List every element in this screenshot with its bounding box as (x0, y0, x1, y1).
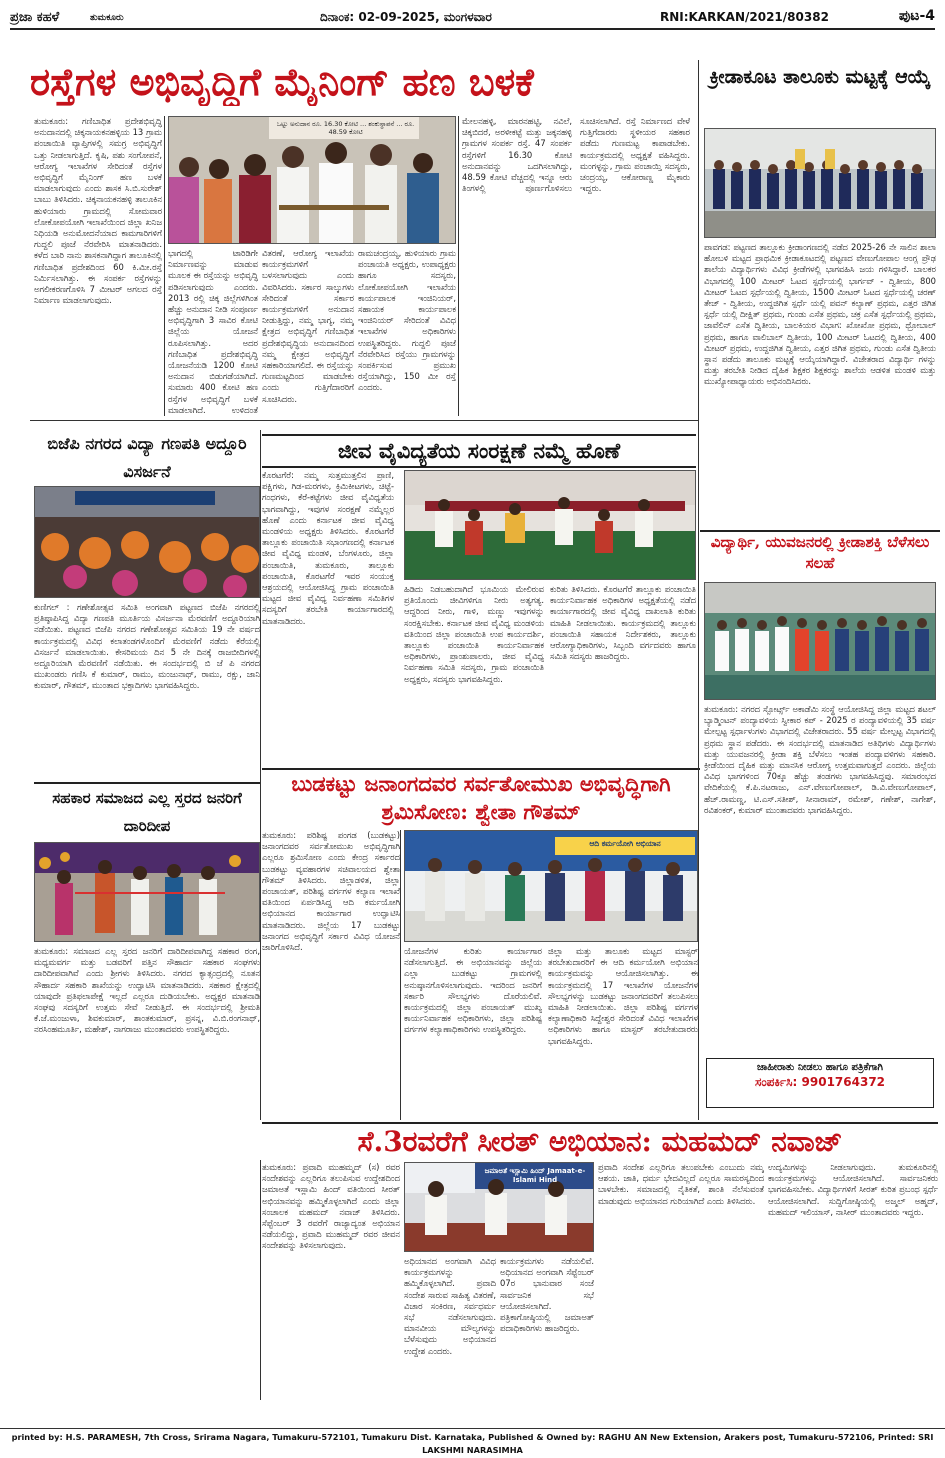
kreeda-photo (704, 128, 936, 238)
lead-headline: ರಸ್ತೆಗಳ ಅಭಿವೃದ್ಧಿಗೆ ಮೈನಿಂಗ್ ಹಣ ಬಳಕೆ (30, 59, 534, 104)
budakattu-body-col3: ಜಿಲ್ಲಾ ಮತ್ತು ತಾಲೂಕು ಮಟ್ಟದ ಮಾಸ್ಟರ್ ತರಬೇತುದಾರರಿಗೆ ಈ ಆದಿ ಕರ್ಮಯೋಗಿ ಅಭಿಯಾನ ಕಾರ್ಯಕ್ರಮವನ್ನು ಆಯೋಜಿಸಲಾಗಿತ್ತು. ಈ ಕಾರ್ಯಕ್ರಮದಲ್ಲಿ 17 ಇಲಾಖೆಗಳ ಯೋಜನೆಗಳ ಸೌಲಭ್ಯಗಳನ್ನು ಬುಡಕಟ್ಟು ಜನಾಂಗದವರಿಗೆ ತಲುಪಿಸಲು ಮಾಹಿತಿ ನೀಡಲಾಯಿತು. ಜಿಲ್ಲಾ ಪರಿಶಿಷ್ಟ ವರ್ಗಗಳ ಕಲ್ಯಾಣಾಧಿಕಾರಿ ಸಿದ್ದೇಶ್ವರ ಸೇರಿದಂತೆ ವಿವಿಧ ಇಲಾಖೆಗಳ ಅಧಿಕಾರಿಗಳು ಹಾಗೂ ಮಾಸ್ಟರ್ ತರಬೇತುದಾರರು ಭಾಗವಹಿಸಿದ್ದರು. (548, 946, 698, 1046)
lead-photo-banner: ಒಟ್ಟು ಅನುದಾನ ರೂ. 16.30 ಕೋಟಿ ... ಶಂಕುಸ್ಥಾಪನೆ ... ರೂ. 48.59 ಕೋಟಿ (276, 120, 415, 136)
kreedashakti-photo (704, 582, 936, 700)
ganapati-body: ಕುಣಿಗಲ್ : ಗಣೇಶೋತ್ಸವ ಸಮಿತಿ ಅಂಗವಾಗಿ ಪಟ್ಟಣದ ಬಿಜೆಪಿ ನಗರದಲ್ಲಿ ಪ್ರತಿಷ್ಠಾಪಿಸಿದ್ದ ವಿದ್ಯಾ ಗಣಪತಿ ಮೂರ್ತಿಯ ವಿಸರ್ಜನಾ ಮೆರವಣಿಗೆ ಅದ್ದೂರಿಯಾಗಿ ನಡೆಯಿತು. ಪಟ್ಟಣದ ಬಿಜೆಪಿ ನಗರದ ಗಣೇಶೋತ್ಸವ ಸಮಿತಿಯ 19 ನೇ ವರ್ಷದ ಕಾರ್ಯಕ್ರಮದಲ್ಲಿ ವಿವಿಧ ಕಲಾತಂಡಗಳೊಂದಿಗೆ ಮೆರವಣಿಗೆ ನಡೆದು ಕೆರೆಯಲ್ಲಿ ವಿಸರ್ಜನೆ ಮಾಡಲಾಯಿತು. ಕೇಸರಿಮಯ ದಿನ 5 ನೇ ದಿನಕ್ಕೆ ರಾಜಬೀದಿಗಳಲ್ಲಿ ಅದ್ದೂರಿಯಾಗಿ ಮೆರವಣಿಗೆ ನಡೆಯಿತು. ಈ ಸಂದರ್ಭದಲ್ಲಿ ಬಿ ಜೆ ಪಿ ನಗರದ ಮುಖಂಡರು ಗಣಿಸಿ ಕೆ ಕುಮಾರ್, ರಾಮು, ಮಂಜುನಾಥ್, ರಾಮು, ರಕ್ಷು, ಜಾನಿ ಕುಮಾರ್, ಗೌತಮ್, ಮುಂತಾದ ಭಕ್ತಾದಿಗಳು ಭಾಗವಹಿಸಿದ್ದರು. (34, 602, 260, 691)
lead-body-col6: ಮೇಲನಹಳ್ಳಿ, ಮಾರನಹಟ್ಟಿ, ನವಿಲೆ, ಚಿಕ್ಕಬಿದರೆ, ಅರಳೀಕಟ್ಟೆ ಮತ್ತು ಜಕ್ಕನಹಳ್ಳಿ ಗ್ರಾಮಗಳ ಸಂಪರ್ಕ ರಸ್ತೆ. 47 ಸಂಪರ್ಕ ರಸ್ತೆಗಳಿಗೆ 16.30 ಕೋಟಿ ಅನುದಾನವನ್ನು ಒದಗಿಸಲಾಗಿದ್ದು, 48.59 ಕೋಟಿ ವೆಚ್ಚದಲ್ಲಿ ಇನ್ನೂ ಆರು ತಿಂಗಳಲ್ಲಿ ಪೂರ್ಣಗೊಳಿಸಲು ಸೂಚಿಸಲಾಗಿದೆ. ರಸ್ತೆ ನಿರ್ಮಾಣದ ವೇಳೆ ಗುತ್ತಿಗೆದಾರರು ಸ್ಥಳೀಯರ ಸಹಕಾರ ಪಡೆದು ಗುಣಮಟ್ಟ ಕಾಪಾಡಬೇಕು. ಕಾರ್ಯಕ್ರಮದಲ್ಲಿ ಅಧ್ಯಕ್ಷತೆ ವಹಿಸಿದ್ದರು. ಮಂಗಳ್ಳನ್ನು, ಗ್ರಾಮ ಪಂಚಾಯ್ತಿ ಸದಸ್ಯರು, ಚಂದ್ರಯ್ಯ, ಆಕೋರಾಣ್ಣ ಮೈಕಾರು ಇದ್ದರು. (462, 116, 690, 194)
lead-photo (168, 116, 456, 244)
lead-body-col1: ತುಮಕೂರು: ಗಣಿಬಾಧಿತ ಪ್ರದೇಶಭಿವೃದ್ಧಿ ಅನುದಾನದಲ್ಲಿ ಚಿಕ್ಕನಾಯಕನಹಳ್ಳಿಯ 13 ಗ್ರಾಮ ಪಂಚಾಯಿತಿ ವ್ಯಾಪ್ತಿಗಳಲ್ಲಿ ಸಮಗ್ರ ಅಭಿವೃದ್ಧಿಗೆ ಒತ್ತು ನೀಡಲಾಗುತ್ತಿದೆ. ಕೃಷಿ, ಪಶು ಸಂಗೋಪನೆ, ಆರೋಗ್ಯ ಇಲಾಖೆಗಳ ಸೇರಿದಂತೆ ರಸ್ತೆಗಳ ಅಭಿವೃದ್ಧಿಗೆ ಮೈನಿಂಗ್ ಹಣ ಬಳಕೆ ಮಾಡಲಾಗುವುದು ಎಂದು ಶಾಸಕ ಸಿ.ಬಿ.ಸುರೇಶ್ ಬಾಬು ತಿಳಿಸಿದರು. ಚಿಕ್ಕನಾಯಕನಹಳ್ಳಿ ತಾಲೂಕಿನ ಹುಳಿಯಾರು ಗ್ರಾಮದಲ್ಲಿ ಸೋಮವಾರ ಲೋಕೋಪಯೋಗಿ ಇಲಾಖೆಯಿಂದ ಜಿಲ್ಲಾ ಖನಿಜ ನಿಧಿಯಡಿ ಅನುಮೋದನೆಯಾದ ಕಾಮಗಾರಿಗಳಿಗೆ ಗುದ್ದಲಿ ಪೂಜೆ ನೆರವೇರಿಸಿ ಮಾತನಾಡಿದರು. ಕಳೆದ ಬಾರಿ ನಾನು ಶಾಸಕನಾಗಿದ್ದಾಗ ತಾಲೂಕಿನಲ್ಲಿ ಗಣಿಬಾಧಿತ ಪ್ರದೇಶದಿಂದ 60 ಕಿ.ಮೀ.ರಸ್ತೆ ನಿರ್ಮಿಸಲಾಗಿತ್ತು. ಈ ಸಂಪರ್ಕ ರಸ್ತೆಗಳನ್ನು ಅಗಲೀಕರಣಗೊಳಿಸಿ 7 ಮೀಟರ್ ಅಗಲದ ರಸ್ತೆ ನಿರ್ಮಾಣ ಮಾಡಲಾಗುವುದು. (34, 116, 162, 306)
lead-body-col3: ಭಾಗದಲ್ಲಿ ಟಾರಿಡಿಗೇ ನಿರ್ಮಾಣವನ್ನು ಮಾಡುವ ಮೂಲಕ ಈ ರಸ್ತೆಯನ್ನು ಅಭಿವೃದ್ಧಿ ಪಡಿಸಲಾಗುವುದು ಎಂದರು. 2013 ರಲ್ಲಿ ಚಿಕ್ಕ ಜಿಲ್ಲೆಗಳಿಗಿಂತ ಹೆಚ್ಚು ಅನುದಾನ ನೀಡಿ ಸಂಪೂರ್ಣ ಅಭಿವೃದ್ಧಿಗಾಗಿ 3 ಸಾವಿರ ಕೋಟಿ ಜಿಲ್ಲೆಯ ಯೋಜನೆ ರೂಪಿಸಲಾಗಿತ್ತು. ಅದರ ಗಣಿಬಾಧಿತ ಪ್ರದೇಶಭಿವೃದ್ಧಿ ಯೋಜನೆಯಡಿ 1200 ಕೋಟಿ ಅನುದಾನ ಬಿಡುಗಡೆಯಾಗಿದೆ. ಸುಮಾರು 400 ಕೋಟಿ ಹಣ ರಸ್ತೆಗಳ ಅಭಿವೃದ್ಧಿಗೆ ಬಳಕೆ ಮಾಡಲಾಗಿದೆ. ಉಳಿದಂತೆ (168, 248, 258, 414)
kreeda-body: ಪಾವಗಡ: ಪಟ್ಟಣದ ತಾಲ್ಲೂಕು ಕ್ರೀಡಾಂಗಣದಲ್ಲಿ ನಡೆದ 2025-26 ನೇ ಸಾಲಿನ ಶಾಲಾ ಹೋಬಳಿ ಮಟ್ಟದ ಪ್ರಾಥಮಿಕ ಕ್ರೀಡಾಕೂಟದಲ್ಲಿ ಪಟ್ಟಣದ ವೇಣುಗೋಪಾಲ ಆಂಗ್ಲ ಪ್ರೌಢ ಶಾಲೆಯ ವಿದ್ಯಾರ್ಥಿಗಳು ವಿವಿಧ ಕ್ರೀಡೆಗಳಲ್ಲಿ ಭಾಗವಹಿಸಿ ಜಯ ಗಳಿಸಿದ್ದಾರೆ. ಬಾಲಕರ ವಿಭಾಗದಲ್ಲಿ 100 ಮೀಟರ್ ಓಟದ ಸ್ಪರ್ಧೆಯಲ್ಲಿ ಭಾರ್ಗವ್ - ದ್ವಿತೀಯ, 800 ಮೀಟರ್ ಓಟದ ಸ್ಪರ್ಧೆಯಲ್ಲಿ ದ್ವಿತೀಯ, 1500 ಮೀಟರ್ ಓಟದ ಸ್ಪರ್ಧೆಯಲ್ಲಿ ಚರಣ್ ತೇಜ್ - ದ್ವಿತೀಯ, ಉದ್ದಜಿಗಿತ ಸ್ಪರ್ಧೆ ಯಲ್ಲಿ ಪವನ್ ಕಲ್ಯಾಣ್ ಪ್ರಥಮ, ಎತ್ತರ ಜಿಗಿತ ಸ್ಪರ್ಧೆ ಯಲ್ಲಿ ದೀಕ್ಷಿತ್ ಪ್ರಥಮ, ಗುಂಡು ಎಸೆತ ಪ್ರಥಮ, ಚಕ್ರ ಎಸೆತ ಸ್ಪರ್ಧೆಯಲ್ಲಿ ಪ್ರಥಮ, ಜಾವೆಲಿನ್ ಎಸೆತ ದ್ವಿತೀಯ, ಬಾಲಕಿಯರ ವಿಭಾಗ: ಖೋಖೋ ಪ್ರಥಮ, ಥ್ರೋಬಾಲ್ ಪ್ರಥಮ, ಹಾಗೂ ವಾಲಿಬಾಲ್ ದ್ವಿತೀಯ, 100 ಮೀಟರ್ ಓಟದಲ್ಲಿ ದ್ವಿತೀಯ, 400 ಮೀಟರ್ ಪ್ರಥಮ, ಉದ್ದಜಿಗಿತ ದ್ವಿತೀಯ, ಎತ್ತರ ಜಿಗಿತ ಪ್ರಥಮ, ಗುಂಡು ಎಸೆತ ದ್ವಿತೀಯ ಸ್ಥಾನ ಪಡೆದು ತಾಲೂಕು ಮಟ್ಟಕ್ಕೆ ಆಯ್ಕೆಯಾಗಿದ್ದಾರೆ. ವಿಜೇತರಾದ ವಿದ್ಯಾರ್ಥಿ ಗಳನ್ನು ಮತ್ತು ತರಬೇತಿ ನೀಡಿದ ದೈಹಿಕ ಶಿಕ್ಷಕರ ಶಿಕ್ಷಕರನ್ನು ಶಾಲೆಯ ಆಡಳಿತ ಮಂಡಳಿ ಮತ್ತು ಮುಖ್ಯೋಪಾಧ್ಯಾಯರು ಅಭಿನಂದಿಸಿದರು. (704, 242, 936, 387)
seerat-body-col4: ಪ್ರವಾದಿ ಸಂದೇಶ ಎಲ್ಲರಿಗೂ ತಲುಪಬೇಕು ಎಂಬುದು ನಮ್ಮ ಆಶಯ. ಜಾತಿ, ಧರ್ಮ ಭೇದವಿಲ್ಲದೆ ಎಲ್ಲರೂ ಸಾಮರಸ್ಯದಿಂದ ಬಾಳಬೇಕು. ಸಮಾಜದಲ್ಲಿ ನೈತಿಕತೆ, ಶಾಂತಿ ನೆಲೆಸುವಂತೆ ಮಾಡುವುದು ಅಭಿಯಾನದ ಗುರಿಯಾಗಿದೆ ಎಂದು ತಿಳಿಸಿದರು. (598, 1162, 764, 1206)
rni-number: RNI:KARKAN/2021/80382 (660, 10, 829, 24)
seerat-photo-banner: ಜಮಾಅತೆ ಇಸ್ಲಾಮಿ ಹಿಂದ್ Jamaat-e-Islami Hind (484, 1167, 586, 1184)
jeeva-headline: ಜೀವ ವೈವಿದ್ಯತೆಯ ಸಂರಕ್ಷಣೆ ನಮ್ಮೆ ಹೊಣೆ (262, 434, 696, 468)
sahakara-body: ತುಮಕೂರು: ಸಮಾಜದ ಎಲ್ಲ ಸ್ತರದ ಜನರಿಗೆ ದಾರಿದೀಪವಾಗಿದ್ದ ಸಹಕಾರ ರಂಗ, ಮಧ್ಯಮವರ್ಗ ಮತ್ತು ಬಡವರಿಗೆ ಪತ್ತಿನ ಸೌಹಾರ್ದ ಸಹಕಾರ ಸಂಘಗಳು ದಾರಿದೀಪವಾಗಿವೆ ಎಂದು ಶ್ರೀಗಳು ತಿಳಿಸಿದರು. ನಗರದ ಕ್ಯಾತ್ಸಂದ್ರದಲ್ಲಿ ನೂತನ ಸೌಹಾರ್ದ ಸಹಕಾರಿ ಶಾಖೆಯನ್ನು ಉದ್ಘಾಟಿಸಿ ಮಾತನಾಡಿದರು. ಸಹಕಾರ ಕ್ಷೇತ್ರದಲ್ಲಿ ಯಾವುದೇ ಪ್ರತಿಫಲಾಪೇಕ್ಷೆ ಇಲ್ಲದೆ ಎಲ್ಲರೂ ದುಡಿಯಬೇಕು. ಅಧ್ಯಕ್ಷರ ಮಾತನಾಡಿ ಸಂಘವು ಸದಸ್ಯರಿಗೆ ಉತ್ತಮ ಸೇವೆ ನೀಡುತ್ತಿದೆ. ಈ ಸಂದರ್ಭದಲ್ಲಿ ಶ್ರೀಮತಿ ಕೆ.ಜೆ.ಮಂಜುಳಾ, ಶಿವಕುಮಾರ್, ಶಾಂತಕುಮಾರ್, ಪ್ರಸನ್ನ, ವಿ.ಬಿ.ರಂಗನಾಥ್, ನರಸಿಂಹಮೂರ್ತಿ, ಮಹೇಶ್, ನಾಗರಾಜು ಮುಂತಾದವರು ಉಪಸ್ಥಿತರಿದ್ದರು. (34, 946, 260, 1035)
seerat-body-col3: ಕಾರ್ಯಕ್ರಮಗಳು ನಡೆಯಲಿವೆ. ಅಧಿಯಾನದ ಅಂಗವಾಗಿ ಸೆಪ್ಟೆಂಬರ್ 07ರ ಭಾನುವಾರ ಸಂಜೆ ಸಾರ್ವಜನಿಕ ಸಭೆ ಆಯೋಜಿಸಲಾಗಿದೆ. ಪತ್ರಿಕಾಗೋಷ್ಠಿಯಲ್ಲಿ ಜಮಾಅತ್ ಪದಾಧಿಕಾರಿಗಳು ಹಾಜರಿದ್ದರು. (500, 1256, 594, 1334)
seerat-body-col2: ಅಧಿಯಾನದ ಅಂಗವಾಗಿ ವಿವಿಧ ಕಾರ್ಯಕ್ರಮಗಳನ್ನು ಹಮ್ಮಿಕೊಳ್ಳಲಾಗಿದೆ. ಪ್ರವಾದಿ ಸಂದೇಶ ಸಾರುವ ಸಾಹಿತ್ಯ ವಿತರಣೆ, ವಿಚಾರ ಸಂಕಿರಣ, ಸರ್ವಧರ್ಮ ಸಭೆ ನಡೆಸಲಾಗುವುದು. ಮಾನವೀಯ ಮೌಲ್ಯಗಳನ್ನು ಬೆಳೆಸುವುದು ಅಭಿಯಾನದ ಉದ್ದೇಶ ಎಂದರು. (404, 1256, 496, 1356)
seerat-photo (404, 1162, 594, 1252)
kreedashakti-headline: ವಿದ್ಯಾರ್ಥಿ, ಯುವಜನರಲ್ಲಿ ಕ್ರೀಡಾಶಕ್ತಿ ಬೆಳೆಸಲು ಸಲಹೆ (700, 530, 940, 574)
page-number: ಪುಟ-4 (898, 8, 935, 24)
jeeva-body-col1: ಕೊರಟಗೆರೆ: ನಮ್ಮ ಸುತ್ತಮುತ್ತಲಿನ ಪ್ರಾಣಿ, ಪಕ್ಷಿಗಳು, ಗಿಡ-ಮರಗಳು, ಕ್ರಿಮಿಕೀಟಗಳು, ಚಿಟ್ಟೆ-ಗಂಧಗಳು, ಕೆರೆ-ಕಟ್ಟೆಗಳು ಜೀವ ವೈವಿಧ್ಯತೆಯ ಭಾಗವಾಗಿದ್ದು, ಇವುಗಳ ಸಂರಕ್ಷಣೆ ನಮ್ಮೆಲ್ಲರ ಹೊಣೆ ಎಂದು ಕರ್ನಾಟಕ ಜೀವ ವೈವಿಧ್ಯ ಮಂಡಳಿಯ ಅಧ್ಯಕ್ಷರು ತಿಳಿಸಿದರು. ಕೊರಟಗೆರೆ ತಾಲ್ಲೂಕು ಪಂಚಾಯಿತಿ ಸಭಾಂಗಣದಲ್ಲಿ ಕರ್ನಾಟಕ ಜೀವ ವೈವಿಧ್ಯ ಮಂಡಳಿ, ಬೆಂಗಳೂರು, ಜಿಲ್ಲಾ ಪಂಚಾಯಿತಿ, ತುಮಕೂರು, ತಾಲ್ಲೂಕು ಪಂಚಾಯಿತಿ, ಕೊರಟಗೆರೆ ಇವರ ಸಂಯುಕ್ತ ಆಶ್ರಯದಲ್ಲಿ ಆಯೋಜಿಸಿದ್ದ ಗ್ರಾಮ ಪಂಚಾಯಿತಿ ಮಟ್ಟದ ಜೀವ ವೈವಿಧ್ಯ ನಿರ್ವಹಣಾ ಸಮಿತಿಗಳ ಸದಸ್ಯರಿಗೆ ತರಬೇತಿ ಕಾರ್ಯಾಗಾರದಲ್ಲಿ ಮಾತನಾಡಿದರು. (262, 470, 394, 626)
column-rule (260, 430, 261, 1120)
jeeva-photo (404, 470, 696, 580)
ad-title: ಜಾಹೀರಾತು ನೀಡಲು ಹಾಗೂ ಪತ್ರಿಕೆಗಾಗಿ (757, 1062, 883, 1073)
paper-place: ತುಮಕೂರು (90, 13, 124, 23)
paper-name: ಪ್ರಜಾ ಕಹಳೆ (10, 10, 60, 25)
masthead (10, 6, 935, 30)
jeeva-body-col3: ಕುರಿತು ತಿಳಿಸಿದರು. ಕೊರಟಗೆರೆ ತಾಲ್ಲೂಕು ಪಂಚಾಯಿತಿ ಕಾರ್ಯನಿರ್ವಾಹಕ ಅಧಿಕಾರಿಗಳ ಅಧ್ಯಕ್ಷತೆಯಲ್ಲಿ ನಡೆದ ಕಾರ್ಯಾಗಾರದಲ್ಲಿ ಜೀವ ವೈವಿಧ್ಯ ದಾಖಲಾತಿ ಕುರಿತು ಮಾಹಿತಿ ನೀಡಲಾಯಿತು. ಕಾರ್ಯಕ್ರಮದಲ್ಲಿ ತಾಲ್ಲೂಕು ಪಂಚಾಯಿತಿ ಸಹಾಯಕ ನಿರ್ದೇಶಕರು, ತಾಲ್ಲೂಕು ಆರೋಗ್ಯಾಧಿಕಾರಿಗಳು, ಸಿಬ್ಬಂದಿ ವರ್ಗದವರು ಹಾಗೂ ಸಮಿತಿ ಸದಸ್ಯರು ಹಾಜರಿದ್ದರು. (550, 584, 696, 662)
seerat-body-col1: ತುಮಕೂರು: ಪ್ರವಾದಿ ಮುಹಮ್ಮದ್ (ಸ) ರವರ ಸಂದೇಶವನ್ನು ಎಲ್ಲರಿಗೂ ತಲುಪಿಸುವ ಉದ್ದೇಶದಿಂದ ಜಮಾಅತೆ ಇಸ್ಲಾಮಿ ಹಿಂದ್ ವತಿಯಿಂದ ಸೀರತ್ ಅಭಿಯಾನವನ್ನು ಹಮ್ಮಿಕೊಳ್ಳಲಾಗಿದೆ ಎಂದು ಜಿಲ್ಲಾ ಸಂಚಾಲಕ ಮಹಮದ್ ನವಾಜ್ ತಿಳಿಸಿದರು. ಸೆಪ್ಟೆಂಬರ್ 3 ರವರೆಗೆ ರಾಜ್ಯಾದ್ಯಂತ ಅಭಿಯಾನ ನಡೆಯಲಿದ್ದು, ಪ್ರವಾದಿ ಮುಹಮ್ಮದ್ ರವರ ಜೀವನ ಸಂದೇಶವನ್ನು ತಿಳಿಸಲಾಗುವುದು. (262, 1162, 400, 1251)
column-rule (458, 116, 459, 416)
kreeda-headline: ಕ್ರೀಡಾಕೂಟ ತಾಲೂಕು ಮಟ್ಟಕ್ಕೆ ಆಯ್ಕೆ (709, 66, 931, 88)
seerat-headline: ಸೆ.3ರವರೆಗೆ ಸೀರತ್ ಅಭಿಯಾನ: ಮಹಮದ್ ನವಾಜ್ (262, 1122, 938, 1160)
lead-body-col5: ರಾಮಚಂದ್ರಯ್ಯ, ಹುಳಿಯಾರು ಗ್ರಾಮ ಪಂಚಾಯತಿ ಅಧ್ಯಕ್ಷರು, ಉಪಾಧ್ಯಕ್ಷರು ಹಾಗೂ ಸದಸ್ಯರು, ಲೋಕೋಪಯೋಗಿ ಇಲಾಖೆಯ ಕಾರ್ಯಪಾಲಕ ಇಂಜಿನಿಯರ್, ಸಹಾಯಕ ಕಾರ್ಯಪಾಲಕ ಇಂಜಿನಿಯರ್ ಸೇರಿದಂತೆ ವಿವಿಧ ಇಲಾಖೆಗಳ ಅಧಿಕಾರಿಗಳು ಉಪಸ್ಥಿತರಿದ್ದರು. ಗುದ್ದಲಿ ಪೂಜೆ ನೆರವೇರಿಸಿದ ರಸ್ತೆಯು ಗ್ರಾಮಗಳನ್ನು ಸಂಪರ್ಕಿಸುವ ಪ್ರಮುಖ ರಸ್ತೆಯಾಗಿದ್ದು, 150 ಮೀ ರಸ್ತೆ ಎಂದರು. (358, 248, 456, 393)
sahakara-photo (34, 842, 260, 942)
issue-date: ದಿನಾಂಕ: 02-09-2025, ಮಂಗಳವಾರ (320, 10, 492, 24)
budakattu-photo-banner: ಆದಿ ಕರ್ಮಯೋಗಿ ಅಭಿಯಾನ (589, 839, 661, 848)
ad-contact-label: ಸಂಪರ್ಕಿಸಿ: (754, 1075, 798, 1089)
seerat-body-col5: ಉದ್ಯಮಿಗಳನ್ನು ನೀಡಲಾಗುವುದು. ತುಮಕೂರಿನಲ್ಲಿ ಕಾರ್ಯಕ್ರಮಗಳನ್ನು ಆಯೋಜಿಸಲಾಗಿದೆ. ಸಾರ್ವಜನಿಕರು ಭಾಗವಹಿಸಬೇಕು. ವಿದ್ಯಾರ್ಥಿಗಳಿಗೆ ಸೀರತ್ ಕುರಿತ ಪ್ರಬಂಧ ಸ್ಪರ್ಧೆ ಆಯೋಜಿಸಲಾಗಿದೆ. ಸುದ್ದಿಗೋಷ್ಠಿಯಲ್ಲಿ ಅಜ್ಮಲ್ ಅಹ್ಮದ್, ಮಹಮದ್ ಇಲಿಯಾಸ್, ನಾಸೀರ್ ಮುಂತಾದವರು ಇದ್ದರು. (768, 1162, 938, 1217)
jeeva-body-col2: ಹಿಡಿದು ನಿಡಬಹುದಾಗಿದೆ ಭೂಮಿಯ ಮೇಲಿರುವ ಪ್ರತಿಯೊಂದು ಜೀವಿಗಳಿಗೂ ನೀರು ಅತ್ಯಗತ್ಯ. ಆದ್ದರಿಂದ ನೀರು, ಗಾಳಿ, ಮಣ್ಣು ಇವುಗಳನ್ನು ಸಂರಕ್ಷಿಸಬೇಕು. ಕರ್ನಾಟಕ ಜೀವ ವೈವಿಧ್ಯ ಮಂಡಳಿಯ ವತಿಯಿಂದ ಜಿಲ್ಲಾ ಪಂಚಾಯಿತಿ ಉಪ ಕಾರ್ಯದರ್ಶಿ, ತಾಲ್ಲೂಕು ಪಂಚಾಯಿತಿ ಕಾರ್ಯನಿರ್ವಾಹಕ ಅಧಿಕಾರಿಗಳು, ಪ್ರಾಂಶುಪಾಲರು, ಜೀವ ವೈವಿಧ್ಯ ನಿರ್ವಹಣಾ ಸಮಿತಿ ಸದಸ್ಯರು, ಗ್ರಾಮ ಪಂಚಾಯಿತಿ ಅಧ್ಯಕ್ಷರು, ಸದಸ್ಯರು ಭಾಗವಹಿಸಿದ್ದರು. (404, 584, 544, 684)
budakattu-headline: ಬುಡಕಟ್ಟು ಜನಾಂಗದವರ ಸರ್ವತೋಮುಖ ಅಭಿವೃದ್ಧಿಗಾಗಿ ಶ್ರಮಿಸೋಣ: ಶ್ವೇತಾ ಗೌತಮ್ (262, 768, 700, 826)
column-rule (164, 116, 165, 416)
imprint-footer (0, 1428, 945, 1458)
imprint-line-1: printed by: H.S. PARAMESH, 7th Cross, Srirama Nagara, Tumakuru-572101, Tumakuru Dist. Karnataka, Published & Owned by: RAGHU AN New Extension, Arakers post, Tumakuru-572106, Printed: SRI LAKSHMI NARASIMHA (11, 1432, 934, 1455)
budakattu-body-col2: ಯೋಜನೆಗಳ ಕುರಿತು ಕಾರ್ಯಾಗಾರ ನಡೆಸಲಾಗುತ್ತಿದೆ. ಈ ಅಭಿಯಾನವನ್ನು ಜಿಲ್ಲೆಯ ಎಲ್ಲಾ ಬುಡಕಟ್ಟು ಗ್ರಾಮಗಳಲ್ಲಿ ಅನುಷ್ಠಾನಗೊಳಿಸಲಾಗುವುದು. ಇದರಿಂದ ಜನರಿಗೆ ಸರ್ಕಾರಿ ಸೌಲಭ್ಯಗಳು ದೊರೆಯಲಿವೆ. ಕಾರ್ಯಕ್ರಮದಲ್ಲಿ ಜಿಲ್ಲಾ ಪಂಚಾಯತ್ ಮುಖ್ಯ ಕಾರ್ಯನಿರ್ವಾಹಕ ಅಧಿಕಾರಿಗಳು, ಜಿಲ್ಲಾ ಪರಿಶಿಷ್ಟ ವರ್ಗಗಳ ಕಲ್ಯಾಣಾಧಿಕಾರಿಗಳು ಉಪಸ್ಥಿತರಿದ್ದರು. (404, 946, 542, 1035)
sahakara-headline: ಸಹಕಾರ ಸಮಾಜದ ಎಲ್ಲ ಸ್ತರದ ಜನರಿಗೆ ದಾರಿದೀಪ (34, 782, 260, 840)
section-rule (30, 420, 698, 421)
column-rule (260, 1160, 261, 1400)
lead-body-col4: ವಿತರಣೆ, ಆರೋಗ್ಯ ಇಲಾಖೆಯ ಕಾರ್ಯಕ್ರಮಗಳಿಗೆ ಬಳಸಲಾಗುವುದು ಎಂದು ವಿವರಿಸಿದರು. ಸರ್ಕಾರ ಸಾಲ್ಕುಗಳು ಸೇರಿದಂತೆ ಸರ್ಕಾರ ಕಾರ್ಯಕ್ರಮಗಳಿಗೆ ಅನುದಾನ ನೀಡುತ್ತಿದ್ದು, ನಮ್ಮ ಭಾಗ್ಯ, ನಮ್ಮ ಕ್ಷೇತ್ರದ ಅಭಿವೃದ್ಧಿಗೆ ಗಣಿಬಾಧಿತ ಪ್ರದೇಶಭಿವೃದ್ಧಿಯ ಅನುದಾನದಿಂದ ನಮ್ಮ ಕ್ಷೇತ್ರದ ಅಭಿವೃದ್ಧಿಗೆ ಸಹಕಾರಿಯಾಗಲಿದೆ. ಈ ರಸ್ತೆಯನ್ನು ಗುಣಮಟ್ಟದಿಂದ ಮಾಡಬೇಕು ಎಂದು ಗುತ್ತಿಗೆದಾರರಿಗೆ ಸೂಚಿಸಿದರು. (262, 248, 354, 404)
kreedashakti-body: ತುಮಕೂರು: ನಗರದ ಸ್ಪೋರ್ಟ್ಸ್ ಅಕಾಡೆಮಿ ಸಂಸ್ಥೆ ಆಯೋಜಿಸಿದ್ದ ಜಿಲ್ಲಾ ಮಟ್ಟದ ಶಟಲ್ ಬ್ಯಾಡ್ಮಿಂಟನ್ ಪಂದ್ಯಾವಳಿಯ ಸ್ವೀಕಾರ ಕಪ್ - 2025 ರ ಪಂದ್ಯಾವಳಿಯಲ್ಲಿ 35 ವರ್ಷ ಮೇಲ್ಪಟ್ಟ ಸ್ಪರ್ಧಾಳುಗಳು ವಿಭಾಗದಲ್ಲಿ ವಿಜೇತರಾದರು. 55 ವರ್ಷ ಮೇಲ್ಪಟ್ಟ ವಿಭಾಗದಲ್ಲಿ ಪ್ರಥಮ ಸ್ಥಾನ ಪಡೆದರು. ಈ ಸಂದರ್ಭದಲ್ಲಿ ಮಾತನಾಡಿದ ಅತಿಥಿಗಳು ವಿದ್ಯಾರ್ಥಿಗಳು ಮತ್ತು ಯುವಜನರಲ್ಲಿ ಕ್ರೀಡಾ ಶಕ್ತಿ ಬೆಳೆಸಲು ಇಂತಹ ಪಂದ್ಯಾವಳಿಗಳು ಸಹಕಾರಿ. ಕ್ರೀಡೆಯಿಂದ ದೈಹಿಕ ಮತ್ತು ಮಾನಸಿಕ ಆರೋಗ್ಯ ಉತ್ತಮವಾಗುತ್ತದೆ ಎಂದರು. ಜಿಲ್ಲೆಯ ವಿವಿಧ ಭಾಗಗಳಿಂದ 70ಕ್ಕೂ ಹೆಚ್ಚು ತಂಡಗಳು ಭಾಗವಹಿಸಿದ್ದವು. ಸಮಾರಂಭದ ವೇದಿಕೆಯಲ್ಲಿ ಕೆ.ಪಿ.ನಟರಾಜು, ಎನ್.ವೇಣುಗೋಪಾಲ್, ಡಿ.ವಿ.ವೇಣುಗೋಪಾಲ್, ಹೆಚ್.ರಾಮಣ್ಣ, ಟಿ.ಎಸ್.ಸತೀಶ್, ಸೀನಾರಾಮ್, ರಮೇಶ್, ಗಣೇಶ್, ನಾಗೇಶ್, ರವಿಶಂಕರ್, ಕುಮಾರ್ ಮುಂತಾದವರು ಭಾಗವಹಿಸಿದ್ದರು. (704, 704, 936, 815)
column-rule (400, 830, 401, 1120)
ganapati-headline: ಬಿಜೆಪಿ ನಗರದ ವಿದ್ಯಾ ಗಣಪತಿ ಅದ್ದೂರಿ ವಿಸರ್ಜನೆ (47, 434, 247, 481)
ad-phone: 9901764372 (801, 1075, 886, 1089)
ganapati-photo (34, 486, 260, 598)
advertisement-box (706, 1058, 934, 1108)
column-rule (698, 60, 699, 1120)
budakattu-body-col1: ತುಮಕೂರು: ಪರಿಶಿಷ್ಟ ಪಂಗಡ (ಬುಡಕಟ್ಟು) ಜನಾಂಗದವರ ಸರ್ವತೋಮುಖ ಅಭಿವೃದ್ಧಿಗಾಗಿ ಎಲ್ಲರೂ ಶ್ರಮಿಸೋಣ ಎಂದು ಕೇಂದ್ರ ಸರ್ಕಾರದ ಬುಡಕಟ್ಟು ವ್ಯವಹಾರಗಳ ಸಚಿವಾಲಯದ ಶ್ವೇತಾ ಗೌತಮ್ ತಿಳಿಸಿದರು. ಜಿಲ್ಲಾಡಳಿತ, ಜಿಲ್ಲಾ ಪಂಚಾಯತ್, ಪರಿಶಿಷ್ಟ ವರ್ಗಗಳ ಕಲ್ಯಾಣ ಇಲಾಖೆ ವತಿಯಿಂದ ಏರ್ಪಡಿಸಿದ್ದ ಆದಿ ಕರ್ಮಯೋಗಿ ಅಭಿಯಾನದ ಕಾರ್ಯಾಗಾರ ಉದ್ಘಾಟಿಸಿ ಮಾತನಾಡಿದರು. ಜಿಲ್ಲೆಯ 17 ಬುಡಕಟ್ಟು ಜನಾಂಗದ ಅಭಿವೃದ್ಧಿಗೆ ಸರ್ಕಾರ ವಿವಿಧ ಯೋಜನೆ ಜಾರಿಗೊಳಿಸಿದೆ. (262, 830, 400, 953)
budakattu-photo (404, 830, 698, 942)
